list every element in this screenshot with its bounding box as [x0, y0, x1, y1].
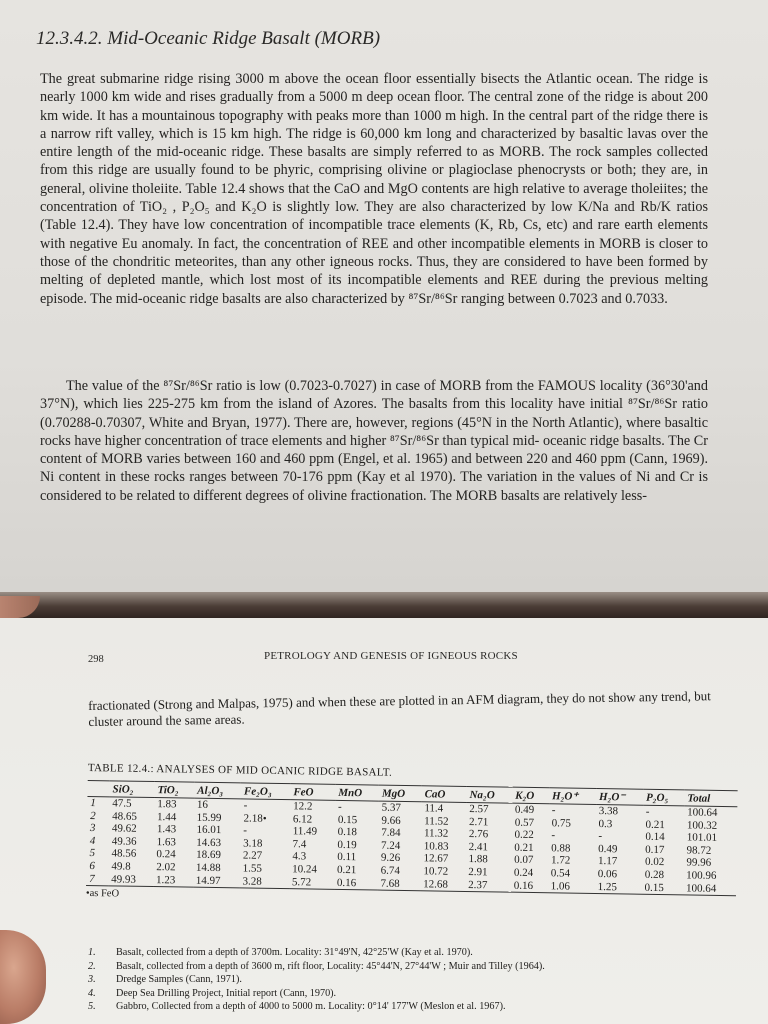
table-cell: 2.91 [468, 865, 488, 879]
table-cell: 4.3 [292, 850, 307, 863]
table-cell: 100.64 [687, 806, 718, 819]
table-cell: 0.18 [337, 826, 358, 839]
table-cell: 14.97 [195, 874, 221, 887]
table-cell: 0.24 [513, 866, 534, 879]
note-item [88, 960, 738, 974]
table-cell: 12.68 [423, 877, 449, 891]
table-cell: 18.69 [196, 849, 221, 862]
note-number: 5. [88, 1001, 96, 1013]
table-cell: 0.49 [514, 803, 535, 817]
table-cell: 0.24 [156, 848, 176, 861]
table-cell: 4 [89, 834, 96, 847]
table-cell: 100.96 [686, 869, 717, 882]
table-header-cell: Na₂O [466, 786, 512, 803]
table-cell: 0.88 [551, 842, 571, 855]
table-footnote: •as FeO [85, 888, 120, 900]
table-cell: 9.26 [380, 851, 401, 865]
table-cell: 1.44 [156, 810, 177, 823]
table-cell: 10.83 [423, 840, 449, 853]
table-cell: 0.21 [514, 841, 534, 854]
table-cell: 0.16 [513, 879, 534, 892]
table-cell: 3.38 [598, 805, 619, 818]
note-item [88, 946, 738, 960]
table-cell: 1.63 [156, 835, 177, 849]
table-cell: 1.25 [597, 880, 617, 893]
running-header-title: PETROLOGY AND GENESIS OF IGNEOUS ROCKS [264, 650, 518, 662]
table-cell: 1 [90, 797, 96, 810]
table-cell: 3.28 [242, 875, 262, 888]
table-cell: 11.32 [423, 827, 449, 840]
table-cell: 2.71 [469, 815, 489, 828]
table-cell: 1.23 [155, 873, 176, 886]
table-header-cell: H₂O⁻ [596, 788, 643, 805]
note-text: Dredge Samples (Cann, 1971). [116, 974, 242, 986]
table-cell: 2.37 [468, 878, 488, 891]
table-cell: 0.11 [337, 851, 357, 864]
table-cell: 49.36 [111, 835, 137, 848]
table-cell: 0.54 [550, 867, 571, 880]
table-cell: 1.55 [242, 862, 263, 875]
table-cell: 11.4 [424, 802, 444, 815]
table-cell: - [243, 799, 248, 812]
table-cell: 0.3 [598, 817, 613, 830]
table-cell: 2.02 [156, 861, 176, 874]
continued-paragraph: fractionated (Strong and Malpas, 1975) and when these are plotted in an AFM diagram, they do not show any trend, but cluster around the same areas. [88, 688, 711, 729]
table-header-cell: P₂O₅ [643, 789, 685, 806]
table-cell: - [598, 830, 603, 843]
table-header-cell: Total [684, 790, 737, 807]
note-number: 2. [88, 960, 96, 972]
table-cell: 0.02 [644, 856, 665, 869]
table-cell: 0.17 [645, 843, 665, 856]
note-text: Gabbro, Collected from a depth of 4000 to 5000 m. Locality: 0°14' 177'W (Meslon et al. 1967). [116, 1001, 506, 1013]
table-cell: 0.06 [597, 867, 618, 881]
table-cell: - [645, 805, 650, 818]
analyses-table [86, 780, 738, 896]
page-gap [0, 592, 768, 618]
table-cell: 0.16 [336, 876, 357, 889]
table-cell: 1.43 [156, 823, 177, 836]
table-cell: 2.57 [469, 802, 489, 816]
note-item [88, 1000, 738, 1014]
table-cell: 0.75 [551, 816, 571, 830]
table-cell: 0.57 [514, 816, 535, 829]
lower-page [0, 618, 768, 1024]
table-cell: 6 [89, 860, 95, 873]
table-cell: 2 [90, 809, 96, 822]
table-cell: 10.72 [423, 865, 449, 878]
note-item [88, 973, 738, 987]
sample-notes-list [88, 946, 738, 1014]
table-cell: 98.72 [686, 844, 712, 857]
table-header-cell: FeO [290, 784, 335, 801]
table-cell: 49.8 [111, 860, 131, 873]
note-number: 1. [88, 947, 96, 958]
table-cell: 1.72 [550, 854, 571, 867]
table-cell: 2.76 [468, 828, 489, 841]
table-header-cell: TiO₂ [154, 782, 194, 799]
note-text: Basalt, collected from a depth of 3700m. Locality: 31°49'N, 42°25'W (Kay et al. 1970). [116, 947, 473, 958]
table-cell: 48.65 [112, 809, 137, 823]
body-paragraph-1: The great submarine ridge rising 3000 m above the ocean floor essentially bisects the Atlantic ocean. The ridge is nearly 1000 km wide and rises gradually from a 5000 m deep ocean floor. The central zone of the ridge is about 200 km wide. It has a mountainous topography with peaks more than 1000 m high. In the central part of the ridge there is a narrow rift valley, which is 15 km high. The ridge is 60,000 km long and characterized by basaltic lavas over the entire length of the mid-oceanic ridge. These basalts are simply referred to as MORB. The rock samples collected from this ridge are usually found to be phyric, comprising olivine or plagioclase phenocrysts or both; they are, in general, olivine tholeiite. Table 12.4 shows that the CaO and MgO contents are high relative to average tholeiites; the concentration of TiO₂ , P₂O₅ and K₂O is slightly low. They are also characterized by low K/Na and Rb/K ratios (Table 12.4). They have low concentration of incompatible trace elements (K, Rb, Cs, etc) and rare earth elements with negative Eu anomaly. In fact, the concentration of REE and other incompatible elements in MORB is closer to those of the chondritic meteorites, than any other igneous rocks. Thus, they are considered to have been formed by melting of depleted mantle, which lost most of its incompatible elements and REE during the previous melting episode. The mid-oceanic ridge basalts are also characterized by ⁸⁷Sr/⁸⁶Sr ranging between 0.7023 and 0.7033. [40, 71, 708, 307]
table-cell: 14.88 [195, 861, 221, 875]
table-cell: 14.63 [196, 836, 222, 849]
table-cell: 99.96 [686, 856, 712, 870]
table-header-cell [87, 780, 109, 796]
table-cell: 5 [89, 847, 96, 860]
table-cell: 1.06 [550, 879, 570, 893]
table-cell: 100.32 [686, 819, 718, 832]
table-cell: 1.88 [468, 853, 488, 866]
table-body [86, 796, 737, 895]
table-cell: 3 [89, 822, 96, 835]
table-cell: 3.18 [243, 837, 263, 850]
note-item [88, 987, 738, 1001]
table-cell: - [337, 800, 342, 813]
table-cell: 100.64 [685, 881, 717, 895]
table-cell: - [551, 829, 556, 842]
note-text: Basalt, collected from a depth of 3600 m, rift floor, Locality: 45°44'N, 27°44'W ; Muir and Tilley (1964). [116, 960, 545, 972]
table-cell: 16.01 [196, 823, 222, 837]
note-number: 4. [88, 987, 96, 999]
table-cell: - [551, 804, 556, 817]
table-cell: 0.49 [598, 842, 618, 856]
table-cell: 12.2 [293, 800, 313, 813]
table-cell: 11.49 [292, 825, 318, 838]
table-cell: 2.27 [242, 849, 263, 863]
table-cell: 1.83 [157, 798, 177, 811]
page-number: 298 [88, 654, 104, 665]
table-cell: 5.37 [381, 801, 402, 814]
table-cell: 2.18• [243, 812, 267, 825]
section-heading: 12.3.4.2. Mid-Oceanic Ridge Basalt (MORB) [36, 28, 381, 49]
table-cell: 0.28 [644, 868, 665, 882]
table-cell: 7.4 [292, 838, 307, 851]
table-cell: 9.66 [381, 814, 401, 827]
table-cell: 0.14 [645, 830, 665, 844]
table-cell: 49.93 [111, 872, 137, 886]
table-cell: 0.15 [337, 813, 358, 826]
table-cell: 101.01 [686, 831, 718, 845]
table-cell: 47.5 [112, 797, 132, 810]
table-cell: 5.72 [291, 875, 312, 889]
table-cell: 11.52 [424, 814, 449, 828]
analyses-table-block [86, 762, 738, 909]
body-paragraph-2: The value of the ⁸⁷Sr/⁸⁶Sr ratio is low (0.7023-0.7027) in case of MORB from the FAMOUS locality (36°30'and 37°N), which lies 225-275 km from the island of Azores. The basalts from this locality have initial ⁸⁷Sr/⁸⁶Sr ratio (0.70288-0.70307, White and Bryan, 1977). There are, however, regions (45°N in the North Atlantic), where basaltic rocks have higher concentration of trace elements and higher ⁸⁷Sr/⁸⁶Sr than typical mid- oceanic ridge basalts. The Cr content of MORB varies between 160 and 460 ppm (Engel, et al. 1965) and between 220 and 460 ppm (Cann, 1969). Ni content in these rocks ranges between 70-176 ppm (Kay et al 1970). The variation in the values of Ni and Cr is considered to be related to different degrees of olivine fractionation. The MORB basalts are relatively less- [40, 378, 708, 504]
table-cell: 7 [89, 872, 95, 885]
table-header-cell: CaO [421, 786, 466, 803]
table-header-cell: Al₂O₃ [194, 782, 241, 799]
table-cell: 0.15 [644, 881, 664, 894]
table-cell: 0.21 [645, 818, 665, 831]
table-header-cell: MgO [379, 785, 422, 802]
table-cell: 6.74 [380, 864, 401, 877]
table-cell: 0.22 [514, 828, 534, 842]
table-cell: 10.24 [292, 863, 318, 876]
table-header-cell: Fe₂O₃ [241, 783, 291, 800]
table-cell: 6.12 [292, 812, 313, 826]
table-cell: 0.07 [514, 854, 534, 867]
table-cell: 7.68 [380, 877, 400, 890]
table-cell: 48.56 [111, 847, 137, 861]
table-caption: TABLE 12.4.: ANALYSES OF MID OCANIC RIDGE BASALT. [87, 762, 393, 779]
table-cell: 0.19 [337, 838, 357, 852]
table-cell: 12.67 [423, 852, 449, 866]
note-text: Deep Sea Drilling Project, Initial report (Cann, 1970). [116, 987, 337, 999]
table-header-cell: H₂O⁺ [549, 788, 596, 805]
note-number: 3. [88, 974, 96, 986]
table-cell: 15.99 [196, 811, 222, 824]
table-header-cell: MnO [335, 784, 379, 801]
table-cell: - [243, 824, 248, 837]
table-cell: 16 [196, 798, 209, 811]
table-cell: 0.21 [336, 863, 357, 877]
table-cell: 1.17 [597, 855, 618, 868]
table-header-cell: K₂O [512, 787, 549, 804]
table-header-cell: SiO₂ [109, 781, 154, 798]
table-cell: 2.41 [468, 840, 489, 854]
table-cell: 7.24 [380, 839, 401, 852]
table-cell: 49.62 [111, 822, 137, 835]
table-cell: 7.84 [381, 826, 401, 840]
